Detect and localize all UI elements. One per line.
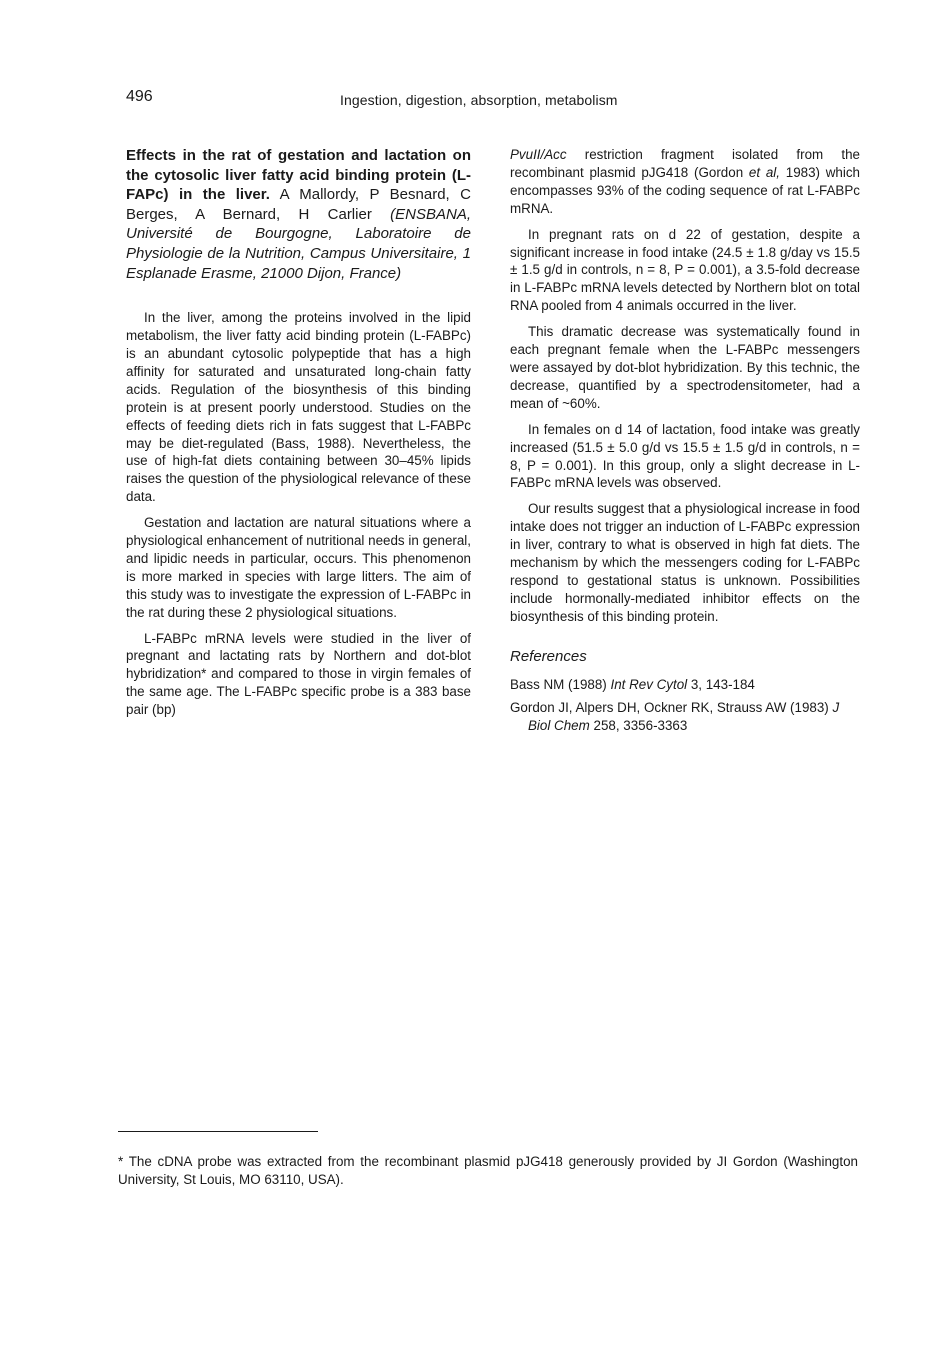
- left-column: [126, 146, 471, 727]
- reference-item: [510, 699, 860, 735]
- article-affiliation: (ENSBANA, Université de Bourgogne, Laboratoire de Physiologie de la Nutrition, Campus Universitaire, 1 Esplanade Erasme, 21000 Dijon, France): [126, 205, 471, 282]
- et-al: et al,: [748, 164, 780, 180]
- reference-details: 258, 3356-3363: [589, 718, 688, 734]
- enzyme-name: PvuII/Acc: [510, 147, 567, 162]
- page-number: 496: [126, 88, 153, 105]
- reference-journal: J Biol Chem: [528, 700, 840, 734]
- body-paragraph-continued: [510, 146, 860, 218]
- body-paragraph: Our results suggest that a physiological increase in food intake does not trigger an induction of L-FABPc expression in liver, contrary to what is observed in high fat diets. The mechanism by which the messengers coding for L-FABPc respond to gestational status is unknown. Possibilities include hormonally-mediated inhibitor effects on the biosynthesis of this binding protein.: [510, 501, 860, 624]
- article-header: [126, 146, 471, 283]
- continued-text-2: 1983) which encompasses 93% of the coding sequence of rat L-FABPc mRNA.: [510, 164, 860, 216]
- running-head: Ingestion, digestion, absorption, metabolism: [340, 92, 618, 108]
- continued-text-1: restriction fragment isolated from the recombinant plasmid pJG418 (Gordon: [510, 147, 860, 180]
- body-paragraph: This dramatic decrease was systematically found in each pregnant female when the L-FABPc messengers were assayed by dot-blot hybridization. By this technic, the decrease, quantified by a spectrodensitometer, had a mean of ~60%.: [510, 324, 860, 411]
- article-title: Effects in the rat of gestation and lactation on the cytosolic liver fatty acid binding protein (L-FAPc) in the liver.: [126, 147, 471, 204]
- reference-journal: Int Rev Cytol: [610, 676, 688, 692]
- reference-authors: Gordon JI, Alpers DH, Ockner RK, Strauss AW (1983): [510, 700, 833, 716]
- right-column: [510, 146, 860, 741]
- reference-item: [510, 676, 860, 694]
- body-paragraph: L-FABPc mRNA levels were studied in the liver of pregnant and lactating rats by Northern and dot-blot hybridization* and compared to those in virgin females of the same age. The L-FABPc specific probe is a 383 base pair (bp): [126, 630, 471, 718]
- footnote-rule: [118, 1131, 318, 1132]
- references-heading: References: [510, 647, 587, 665]
- footnote: * The cDNA probe was extracted from the recombinant plasmid pJG418 generously provided by JI Gordon (Washington University, St Louis, MO 63110, USA).: [118, 1154, 858, 1187]
- body-paragraph: In pregnant rats on d 22 of gestation, despite a significant increase in food intake (24.5 ± 1.8 g/day vs 15.5 ± 1.5 g/d in controls, n = 8, P = 0.001), a 3.5-fold decrease in L-FABPc mRNA levels detected by Northern blot on total RNA pooled from 4 animals occurred in the liver.: [510, 226, 860, 314]
- reference-authors: Bass NM (1988): [510, 676, 611, 692]
- body-paragraph: Gestation and lactation are natural situations where a physiological enhancement of nutritional needs in general, and lipidic needs in particular, occurs. This phenomenon is more marked in species with large litters. The aim of this study was to investigate the expression of L-FABPc in the rat during these 2 physiological situations.: [126, 515, 471, 620]
- body-paragraph: In the liver, among the proteins involved in the lipid metabolism, the liver fatty acid binding protein (L-FABPc) is an abundant cytosolic polypeptide that has a high affinity for saturated and unsaturated long-chain fatty acids. Regulation of the biosynthesis of this binding protein is at present poorly understood. Studies on the effects of feeding diets rich in fats suggest that L-FABPc may be diet-regulated (Bass, 1988). Nevertheless, the use of high-fat diets containing between 30–45% lipids raises the question of the physiological relevance of these data.: [126, 310, 471, 505]
- body-paragraph: In females on d 14 of lactation, food intake was greatly increased (51.5 ± 5.0 g/d vs 15.5 ± 1.5 g/d in controls, n = 8, P = 0.001). In this group, only a slight decrease in L-FABPc mRNA levels was observed.: [510, 421, 860, 491]
- authors-text: A Mallordy, P Besnard, C Berges, A Bernard, H Carlier: [126, 186, 472, 223]
- reference-details: 3, 143-184: [687, 676, 755, 692]
